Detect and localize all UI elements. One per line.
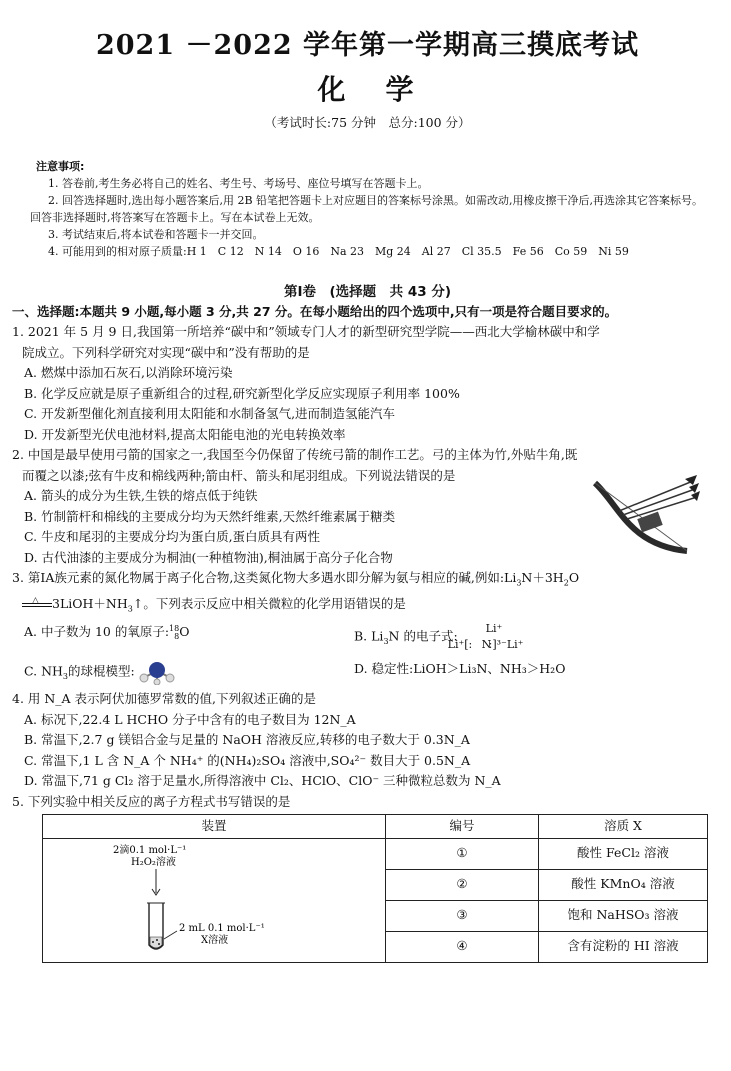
q3-c-text: 的球棍模型: bbox=[68, 663, 135, 678]
electron-n: N bbox=[481, 638, 492, 651]
q4-stem: 4. 用 N_A 表示阿伏加德罗常数的值,下列叙述正确的是 bbox=[12, 691, 317, 706]
question-5 bbox=[12, 792, 713, 963]
row-number: ③ bbox=[386, 900, 539, 931]
nh3-ball-stick-model bbox=[139, 659, 175, 685]
row-number: ④ bbox=[386, 931, 539, 962]
row-number: ② bbox=[386, 869, 539, 900]
q2-option-c: C. 牛皮和尾羽的主要成分均为蛋白质,蛋白质具有两性 bbox=[24, 529, 321, 544]
question-2 bbox=[12, 445, 713, 568]
q3-stem-text: 3LiOH＋NH bbox=[52, 596, 128, 611]
q3-stem-text: ↑。下列表示反应中相关微粒的化学用语错误的是 bbox=[132, 596, 406, 611]
q3-a-atomic: 8 bbox=[174, 631, 180, 641]
q2-option-d: D. 古代油漆的主要成分为桐油(一种植物油),桐油属于高分子化合物 bbox=[24, 549, 393, 565]
q5-table bbox=[42, 814, 708, 963]
apparatus-top-label2: H₂O₂溶液 bbox=[131, 856, 176, 868]
exam-page bbox=[0, 28, 731, 1071]
note-item: 4. 可能用到的相对原子质量:H 1 C 12 N 14 O 16 Na 23 Mg 24 Al 27 Cl 35.5 Fe 56 Co 59 Ni 59 bbox=[48, 245, 629, 258]
q1-option-c: C. 开发新型催化剂直接利用太阳能和水制备氢气,进而制造氢能汽车 bbox=[24, 406, 396, 421]
question-3 bbox=[12, 568, 713, 687]
q2-stem-line2: 而覆之以漆;弦有牛皮和棉线两种;箭由杆、箭头和尾羽组成。下列说法错误的是 bbox=[22, 467, 456, 483]
electron-right: :]³⁻Li⁺ bbox=[488, 638, 524, 651]
row-solute: 酸性 KMnO₄ 溶液 bbox=[539, 869, 708, 900]
apparatus-top-label1: 2滴0.1 mol·L⁻¹ bbox=[113, 844, 187, 856]
q3-stem-text: 3. 第ⅠA族元素的氮化物属于离子化合物,这类氮化物大多遇水即分解为氨与相应的碱,例如:Li bbox=[12, 570, 517, 585]
q1-stem-line1: 1. 2021 年 5 月 9 日,我国第一所培养“碳中和”领域专门人才的新型研究型学院——西北大学榆林碳中和学 bbox=[12, 324, 600, 339]
q3-option-c: C. $NH_3$的球棍模型: bbox=[24, 659, 344, 688]
q1-option-d: D. 开发新型光伏电池材料,提高太阳能电池的光电转换效率 bbox=[24, 426, 346, 442]
part-heading: 一、选择题:本题共 9 小题,每小题 3 分,共 27 分。在每小题给出的四个选项中,只有一项是符合题目要求的。 bbox=[12, 304, 618, 319]
electron-formula bbox=[447, 622, 524, 652]
notes-heading: 注意事项: bbox=[36, 160, 85, 173]
notes-block bbox=[30, 158, 713, 260]
heat-equals-sign bbox=[22, 595, 52, 612]
q3-options-row2 bbox=[22, 659, 713, 688]
q1-option-b: B. 化学反应就是原子重新组合的过程,研究新型化学反应实现原子利用率 100% bbox=[24, 385, 460, 401]
q4-option-b: B. 常温下,2.7 g 镁铝合金与足量的 NaOH 溶液反应,转移的电子数大于 0.3N_A bbox=[24, 732, 470, 747]
q4-option-d: D. 常温下,71 g Cl₂ 溶于足量水,所得溶液中 Cl₂、HClO、ClO⁻ 三种微粒总数为 N_A bbox=[24, 773, 501, 788]
q3-stem-text: N＋3H bbox=[521, 570, 564, 585]
q2-option-b: B. 竹制箭杆和棉线的主要成分均为天然纤维素,天然纤维素属于糖类 bbox=[24, 508, 396, 524]
q3-b-text: B. Li bbox=[354, 628, 384, 644]
note-item: 3. 考试结束后,将本试卷和答题卡一并交回。 bbox=[48, 228, 264, 241]
exam-title: 2021 －2022 学年第一学期高三摸底考试 bbox=[95, 30, 640, 61]
q4-option-a: A. 标况下,22.4 L HCHO 分子中含有的电子数目为 12N_A bbox=[24, 711, 356, 727]
bow-and-arrows-image bbox=[589, 475, 701, 555]
electron-left: Li⁺[: bbox=[447, 638, 473, 651]
table-header-apparatus: 装置 bbox=[43, 815, 386, 839]
table-header-solute: 溶质 X bbox=[539, 815, 708, 839]
q3-option-a bbox=[24, 622, 344, 653]
row-solute: 酸性 FeCl₂ 溶液 bbox=[539, 838, 708, 869]
heat-triangle: △ bbox=[32, 595, 39, 606]
row-solute: 饱和 NaHSO₃ 溶液 bbox=[539, 900, 708, 931]
q1-option-a: A. 燃煤中添加石灰石,以消除环境污染 bbox=[24, 365, 233, 380]
q3-options-row1 bbox=[22, 622, 713, 653]
q3-a-mass: 18 bbox=[169, 623, 180, 633]
test-tube-apparatus bbox=[43, 839, 383, 955]
q4-option-c: C. 常温下,1 L 含 N_A 个 NH₄⁺ 的(NH₄)₂SO₄ 溶液中,SO₄²⁻ 数目大于 0.5N_A bbox=[24, 752, 471, 768]
q5-stem: 5. 下列实验中相关反应的离子方程式书写错误的是 bbox=[12, 793, 291, 809]
q2-option-a: A. 箭头的成分为生铁,生铁的熔点低于纯铁 bbox=[24, 488, 258, 503]
electron-top: Li⁺ bbox=[485, 622, 503, 635]
question-1 bbox=[12, 322, 713, 445]
q3-option-d: D. 稳定性:LiOH＞Li₃N、NH₃＞H₂O bbox=[354, 660, 566, 676]
section-title: 第Ⅰ卷 (选择题 共 43 分) bbox=[283, 284, 452, 300]
apparatus-bottom-label1: 2 mL 0.1 mol·L⁻¹ bbox=[179, 922, 265, 934]
apparatus-cell bbox=[43, 838, 386, 962]
q3-stem-line1: 3. 第ⅠA族元素的氮化物属于离子化合物,这类氮化物大多遇水即分解为氨与相应的碱,例如$:Li_3N+3H_2O$ bbox=[12, 570, 580, 588]
table-row bbox=[43, 838, 708, 869]
q3-b-text: N 的电子式: bbox=[388, 628, 458, 644]
table-header-row bbox=[43, 815, 708, 839]
q3-stem-line2: △ $3LiOH+NH_3↑$。下列表示反应中相关微粒的化学用语错误的是 bbox=[22, 594, 713, 620]
q1-stem-line2: 院成立。下列科学研究对实现“碳中和”没有帮助的是 bbox=[22, 344, 310, 360]
q3-c-text: C. NH bbox=[24, 663, 63, 678]
q3-stem-text: O bbox=[568, 570, 580, 585]
q3-a-element: O bbox=[179, 624, 190, 639]
note-item: 2. 回答选择题时,选出每小题答案后,用 2B 铅笔把答题卡上对应题目的答案标号涂黑。如需改动,用橡皮擦干净后,再选涂其它答案标号。回答非选择题时,将答案写在答题卡上。写在本试卷上无效。 bbox=[30, 194, 704, 224]
row-solute: 含有淀粉的 HI 溶液 bbox=[539, 931, 708, 962]
note-item: 1. 答卷前,考生务必将自己的姓名、考生号、考场号、座位号填写在答题卡上。 bbox=[48, 177, 429, 190]
question-4 bbox=[12, 689, 713, 792]
exam-meta: （考试时长:75 分钟 总分:100 分） bbox=[264, 115, 471, 130]
table-header-number: 编号 bbox=[386, 815, 539, 839]
subject-title: 化学 bbox=[317, 73, 454, 106]
q3-a-text: A. 中子数为 10 的氧原子: bbox=[24, 624, 170, 639]
row-number: ① bbox=[386, 838, 539, 869]
q3-option-b: B. $Li_3N$ 的电子式: Li⁺ Li⁺[: N :]³⁻Li⁺ bbox=[354, 622, 674, 653]
q2-stem-line1: 2. 中国是最早使用弓箭的国家之一,我国至今仍保留了传统弓箭的制作工艺。弓的主体为竹,外贴牛角,既 bbox=[12, 447, 578, 462]
apparatus-bottom-label2: X溶液 bbox=[201, 934, 229, 946]
